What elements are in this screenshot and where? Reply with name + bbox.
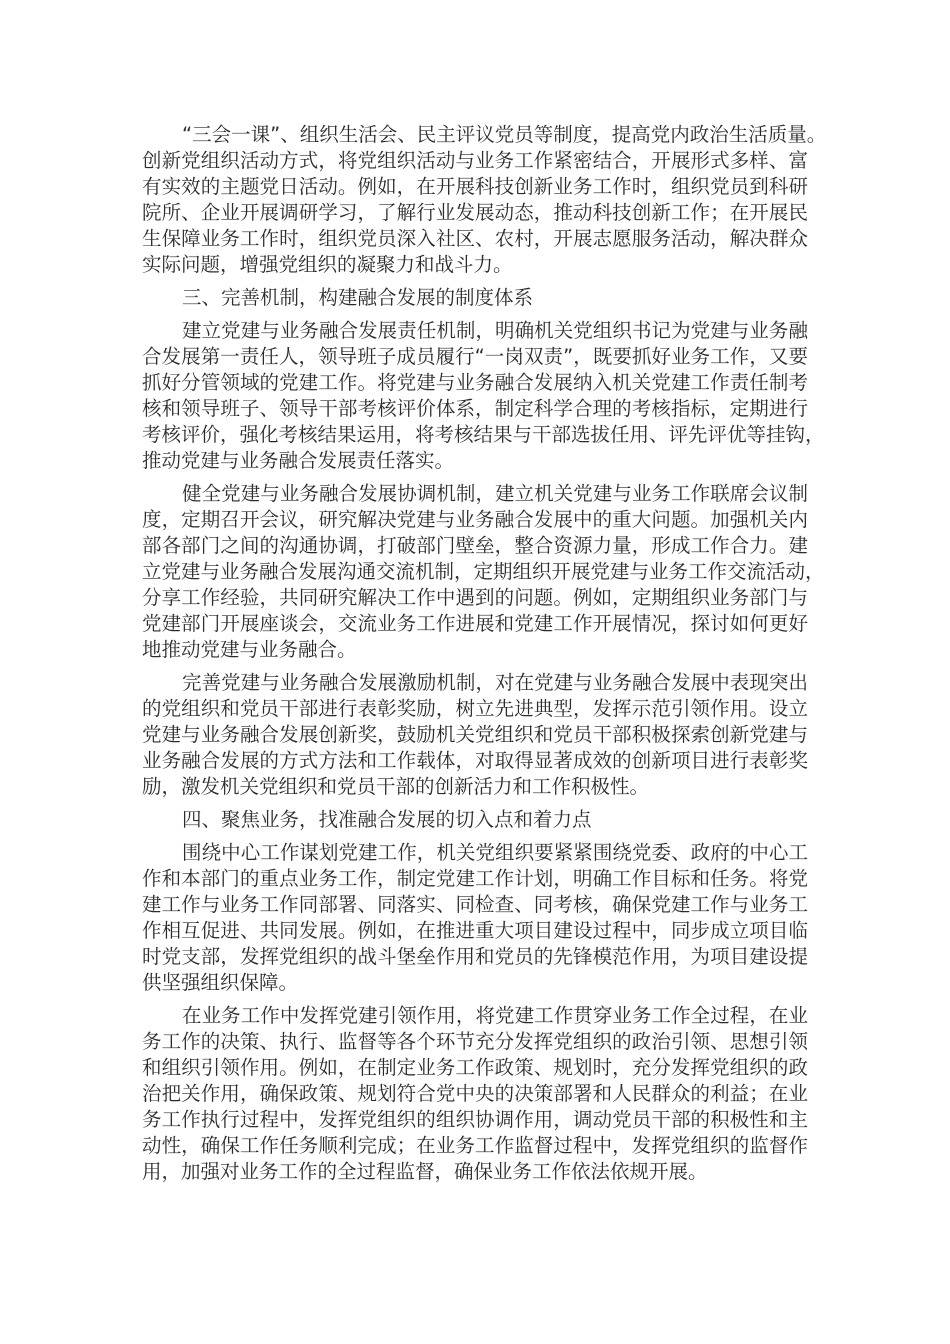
text-line: 动性，确保工作任务顺利完成；在业务工作监督过程中，发挥党组织的监督作 bbox=[142, 1134, 808, 1157]
text-line: 有实效的主题党日活动。例如，在开展科技创新业务工作时，组织党员到科研 bbox=[142, 175, 808, 198]
text-line: 的党组织和党员干部进行表彰奖励，树立先进典型，发挥示范引领作用。设立 bbox=[142, 697, 808, 720]
text-line: 励，激发机关党组织和党员干部的创新活力和工作积极性。 bbox=[142, 775, 650, 798]
paragraph bbox=[142, 481, 825, 663]
paragraph bbox=[142, 670, 808, 800]
text-line: 用，加强对业务工作的全过程监督，确保业务工作依法依规开展。 bbox=[142, 1160, 708, 1183]
text-line: 时党支部，发挥党组织的战斗堡垒作用和党员的先锋模范作用，为项目建设提 bbox=[142, 945, 808, 968]
text-line: 建工作与业务工作同部署、同落实、同检查、同考核，确保党建工作与业务工 bbox=[142, 893, 808, 916]
text-line: 在业务工作中发挥党建引领作用，将党建工作贯穿业务工作全过程，在业 bbox=[182, 1004, 808, 1027]
document-page bbox=[142, 122, 827, 1185]
text-line: 党建部门开展座谈会，交流业务工作进展和党建工作开展情况，探讨如何更好 bbox=[142, 612, 808, 635]
text-line: 治把关作用，确保政策、规划符合党中央的决策部署和人民群众的利益；在业 bbox=[142, 1082, 808, 1105]
text-line: 部各部门之间的沟通协调，打破部门壁垒，整合资源力量，形成工作合力。建 bbox=[142, 534, 808, 557]
text-line: 三、完善机制，构建融合发展的制度体系 bbox=[182, 286, 534, 309]
text-line: 务工作的决策、执行、监督等各个环节充分发挥党组织的政治引领、思想引领 bbox=[142, 1030, 808, 1053]
text-line: 核和领导班子、领导干部考核评价体系，制定科学合理的考核指标，定期进行 bbox=[142, 397, 808, 420]
text-line: 生保障业务工作时，组织党员深入社区、农村，开展志愿服务活动，解决群众 bbox=[142, 227, 808, 250]
paragraph bbox=[142, 318, 825, 474]
text-line: 供坚强组织保障。 bbox=[142, 971, 299, 994]
text-line: 健全党建与业务融合发展协调机制，建立机关党建与业务工作联席会议制 bbox=[182, 482, 808, 505]
text-line: 围绕中心工作谋划党建工作，机关党组织要紧紧围绕党委、政府的中心工 bbox=[182, 841, 808, 864]
text-line: 建立党建与业务融合发展责任机制，明确机关党组织书记为党建与业务融 bbox=[182, 319, 808, 342]
text-line: 作相互促进、共同发展。例如，在推进重大项目建设过程中，同步成立项目临 bbox=[142, 919, 808, 942]
section-heading bbox=[142, 285, 808, 311]
text-line: 合发展第一责任人，领导班子成员履行“一岗双责”，既要抓好业务工作，又要 bbox=[142, 345, 808, 368]
text-line: 考核评价，强化考核结果运用，将考核结果与干部选拔任用、评先评优等挂钩， bbox=[142, 423, 825, 446]
paragraph bbox=[142, 122, 827, 278]
text-line: 抓好分管领域的党建工作。将党建与业务融合发展纳入机关党建工作责任制考 bbox=[142, 371, 808, 394]
paragraph bbox=[142, 1003, 808, 1185]
text-line: 立党建与业务融合发展沟通交流机制，定期组织开展党建与业务工作交流活动， bbox=[142, 560, 825, 583]
text-line: 推动党建与业务融合发展责任落实。 bbox=[142, 449, 455, 472]
text-line: 分享工作经验，共同研究解决工作中遇到的问题。例如，定期组织业务部门与 bbox=[142, 586, 808, 609]
text-line: 完善党建与业务融合发展激励机制，对在党建与业务融合发展中表现突出 bbox=[182, 671, 808, 694]
text-line: 地推动党建与业务融合。 bbox=[142, 638, 357, 661]
text-line: 四、聚焦业务，找准融合发展的切入点和着力点 bbox=[182, 808, 592, 831]
text-line: 实际问题，增强党组织的凝聚力和战斗力。 bbox=[142, 253, 513, 276]
text-line: 业务融合发展的方式方法和工作载体，对取得显著成效的创新项目进行表彰奖 bbox=[142, 749, 808, 772]
text-line: 和组织引领作用。例如，在制定业务工作政策、规划时，充分发挥党组织的政 bbox=[142, 1056, 808, 1079]
section-heading bbox=[142, 807, 808, 833]
text-line: 作和本部门的重点业务工作，制定党建工作计划，明确工作目标和任务。将党 bbox=[142, 867, 808, 890]
paragraph bbox=[142, 840, 808, 996]
text-line: “三会一课”、组织生活会、民主评议党员等制度，提高党内政治生活质量。 bbox=[182, 123, 827, 146]
text-line: 度，定期召开会议，研究解决党建与业务融合发展中的重大问题。加强机关内 bbox=[142, 508, 808, 531]
text-line: 党建与业务融合发展创新奖，鼓励机关党组织和党员干部积极探索创新党建与 bbox=[142, 723, 808, 746]
text-line: 创新党组织活动方式，将党组织活动与业务工作紧密结合，开展形式多样、富 bbox=[142, 149, 808, 172]
text-line: 院所、企业开展调研学习，了解行业发展动态，推动科技创新工作；在开展民 bbox=[142, 201, 808, 224]
text-line: 务工作执行过程中，发挥党组织的组织协调作用，调动党员干部的积极性和主 bbox=[142, 1108, 808, 1131]
